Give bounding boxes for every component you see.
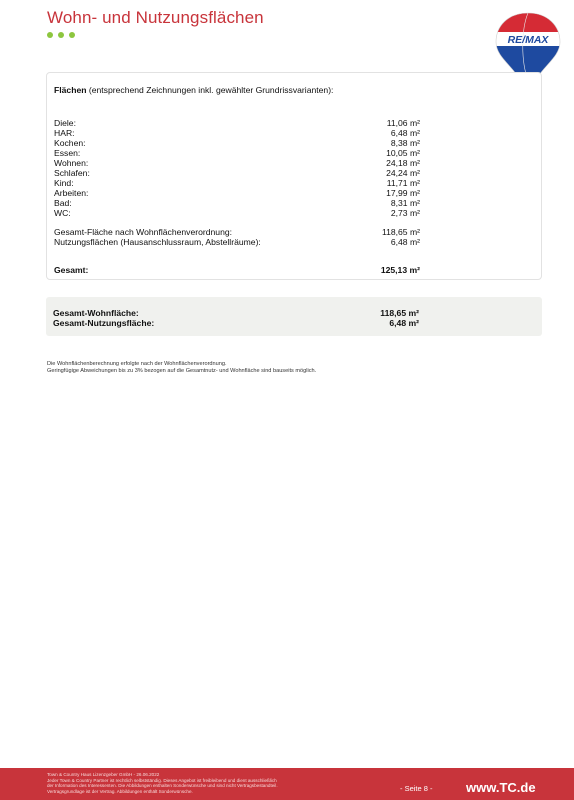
room-value: 11,71 m² [386,178,420,188]
total-label: Gesamt-Fläche nach Wohnflächenverordnung: [54,227,233,237]
summary-row-wohnflaeche [53,308,419,318]
room-label: Arbeiten: [54,188,89,198]
total-row [54,227,420,237]
summary-row-nutzungsflaeche [53,318,419,328]
summary-box [46,297,542,336]
room-row [54,188,420,198]
room-row [54,178,420,188]
room-row [54,158,420,168]
room-label: Kind: [54,178,74,188]
total-row [54,237,420,247]
room-value: 17,99 m² [386,188,420,198]
room-row [54,168,420,178]
room-row [54,148,420,158]
room-row [54,208,420,218]
room-label: Diele: [54,118,76,128]
dot-2 [58,32,64,38]
room-label: Bad: [54,198,72,208]
room-value: 24,18 m² [386,158,420,168]
summary-value: 118,65 m² [380,308,419,318]
room-row [54,138,420,148]
room-label: Schlafen: [54,168,90,178]
summary-label: Gesamt-Nutzungsfläche: [53,318,155,328]
room-label: Essen: [54,148,81,158]
area-card [46,72,542,280]
room-row [54,118,420,128]
legal-line: der Information des Interessenten. Die Abbildungen enthalten Sonderwünsche und sind nicht Vertragsbestandteil. [47,783,278,789]
room-value: 8,38 m² [390,138,420,148]
room-value: 10,05 m² [386,148,420,158]
total-value: 6,48 m² [390,237,420,247]
note-line: Geringfügige Abweichungen bis zu 3% bezogen auf die Gesamtnutz- und Wohnfläche sind bauseits möglich. [47,368,317,374]
summary-value: 6,48 m² [389,318,419,328]
legal-line: Town & Country Haus Lizenzgeber GmbH - 26.06.2022 [47,772,160,777]
room-label: HAR: [54,128,75,138]
grand-total-row [54,265,420,275]
total-label: Nutzungsflächen (Hausanschlussraum, Abstellräume): [54,237,261,247]
room-value: 8,31 m² [390,198,420,208]
card-heading-rest: (entsprechend Zeichnungen inkl. gewählter Grundrissvarianten): [86,85,334,95]
website-link[interactable]: www.TC.de [466,780,536,795]
card-heading [54,85,333,95]
grand-total-label: Gesamt: [54,265,89,275]
page-title: Wohn- und Nutzungsflächen [47,8,264,27]
room-label: Kochen: [54,138,86,148]
room-label: WC: [54,208,71,218]
room-value: 24,24 m² [386,168,420,178]
page-number: - Seite 8 - [400,784,433,793]
decorative-dots [47,32,75,38]
room-value: 2,73 m² [390,208,420,218]
note-line: Die Wohnflächenberechnung erfolgte nach der Wohnflächenverordnung. [47,361,227,367]
room-value: 11,06 m² [386,118,420,128]
room-row [54,198,420,208]
legal-line: Jeder Town & Country Partner ist rechtlich selbstständig. Dieses Angebot ist freibleibend und dient ausschließlich [47,777,277,783]
dot-3 [69,32,75,38]
footer-bar [0,768,574,800]
summary-label: Gesamt-Wohnfläche: [53,308,139,318]
dot-1 [47,32,53,38]
room-value: 6,48 m² [390,128,420,138]
grand-total-value: 125,13 m² [380,265,420,275]
footer-legal-text [47,772,347,794]
room-label: Wohnen: [54,158,89,168]
room-row [54,128,420,138]
remax-logo-text: RE/MAX [507,34,549,46]
total-value: 118,65 m² [381,227,420,237]
legal-line: Vertragsgrundlage ist der Vertrag. Abbildungen enthält Sonderwünsche. [47,788,193,794]
card-heading-bold: Flächen [54,85,87,95]
disclaimer-note [47,361,316,375]
